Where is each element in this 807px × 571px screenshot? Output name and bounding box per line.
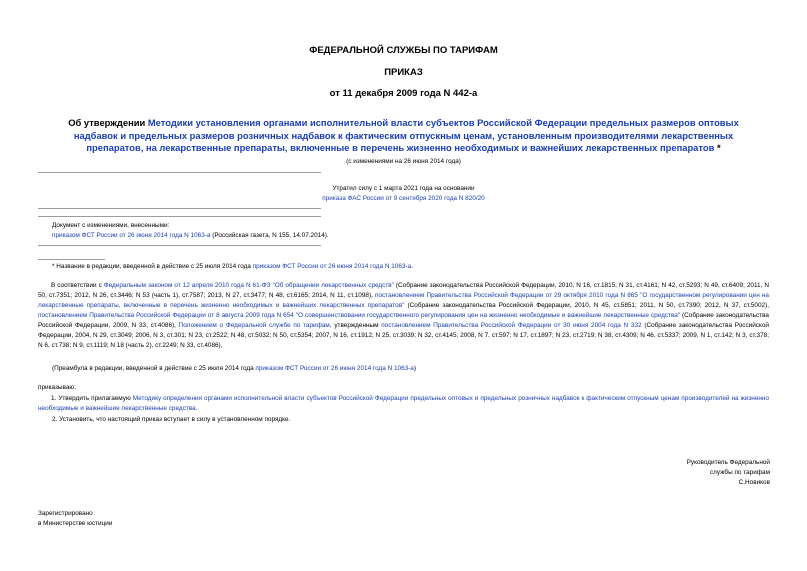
separator [38, 216, 321, 217]
title-link[interactable]: Методики установления органами исполнительной власти субъектов Российской Федерации предельных размеров оптовых надбавок и предельных размеров розничных надбавок к фактическим отпускным ценам, установленным производителями лекарственных препаратов, на лекарственные препараты, включенные в перечень жизненно необходимых и важнейших лекарственных препаратов [73, 117, 739, 153]
preamble-text-3: (Собрание законодательства Российской Федерации, 2010, N 45, ст.5851; 2011, N 50, ст.7390; 2012, N 37, ст.5002), [404, 302, 769, 309]
preamble-note-link[interactable]: приказом ФСТ России от 26 июня 2014 года N 1063-а [255, 365, 414, 372]
methodology-link[interactable]: Методику определения органами исполнительной власти субъектов Российской Федерации предельных оптовых и предельных розничных надбавок к фактическим отпускным ценам производителей на жизненно необходимые и важнейшие лекарственные средства [38, 395, 769, 412]
preamble-text-5: , утвержденным [329, 322, 382, 329]
registration-line-1: Зарегистрировано [38, 510, 93, 517]
expiry-link-line [0, 195, 807, 204]
doc-date: от 11 декабря 2009 года N 442-а [329, 88, 478, 99]
title-suffix: * [714, 142, 721, 153]
resolution-865-link[interactable]: постановлением Правительства Российской Федерации от 29 октября 2010 года N 865 "О государственном регулировании цен на лекарственные препараты, включенные в перечень жизненно необходимых и важнейших лекарственных препаратов" [38, 292, 769, 309]
changes-intro: Документ с изменениями, внесенными: [52, 222, 170, 229]
changes-line [52, 232, 792, 241]
fst-regulation-link[interactable]: Положением о Федеральной службе по тарифам [178, 322, 330, 329]
order-verb: приказываю: [38, 384, 76, 391]
order-item-2: 2. Установить, что настоящий приказ вступает в силу в установленном порядке. [52, 416, 291, 423]
footnote-end: . [411, 263, 413, 270]
resolution-654-link[interactable]: постановлением Правительства Российской Федерации от 8 августа 2009 года N 654 "О совершенствовании государственного регулирования цен на жизненно необходимые и важнейшие лекарственные средства" [38, 312, 681, 319]
revision-note: (с изменениями на 26 июня 2014 года) [346, 158, 461, 165]
signature-name: С.Новиков [738, 479, 770, 486]
separator [38, 208, 321, 209]
signature-line-2: службы по тарифам [709, 469, 770, 476]
order-item-1-prefix: 1. Утвердить прилагаемую [51, 395, 133, 402]
preamble-text-4: (Собрание законодательства Российской Федерации, 2009, N 33, ст.4086), [38, 312, 769, 329]
preamble-note-text: (Преамбула в редакции, введенной в действие с 25 июля 2014 года [52, 365, 256, 372]
footnote [52, 263, 792, 272]
preamble-note [52, 365, 792, 374]
changes-link[interactable]: приказом ФСТ России от 26 июня 2014 года N 1063-а [52, 232, 211, 239]
resolution-332-link[interactable]: постановлением Правительства Российской Федерации от 30 июня 2004 года N 332 [381, 322, 642, 329]
order-item-1-end: . [195, 405, 198, 412]
preamble-text-6: (Собрание законодательства Российской Федерации, 2004, N 29, ст.3049; 2006, N 3, ст.301; N 23, ст.2522; N 48, ст.5032; N 50, ст.5354; 2007, N 16, ст.1912; N 25, ст.3039; N 32, ст.4145; 2008, N 7, ст.597; N 17, ст.1897; N 23, ст.2719; N 38, ст.4309; N 46, ст.5337; 2009, N 1, ст.142; N 3, ст.378; N 6, ст.738; N 9, ст.1119; N 18 (часть 2), ст.2249; N 33, ст.4086), [38, 322, 769, 349]
order-item-1 [38, 394, 769, 414]
title-prefix: Об утверждении [68, 117, 148, 128]
preamble-text-2: (Собрание законодательства Российской Федерации, 2010, N 16, ст.1815; N 31, ст.4161; N 42, ст.5293; N 49, ст.6409; 2011, N 50, ст.7351; 2012, N 26, ст.3446; N 53 (часть 1), ст.7587; 2013, N 27, ст.3477; N 48, ст.6165; 2014, N 11, ст.1098), [38, 282, 769, 299]
expiry-link[interactable]: приказа ФАС России от 9 сентября 2020 года N 820/20 [322, 195, 485, 202]
expiry-notice: Утратил силу с 1 марта 2021 года на основании [332, 185, 475, 192]
doc-type: ПРИКАЗ [384, 67, 423, 78]
doc-title [46, 117, 761, 155]
signature-line-1: Руководитель Федеральной [686, 459, 770, 466]
federal-law-link[interactable]: Федеральным законом от 12 апреля 2010 года N 61-ФЗ "Об обращении лекарственных средств" [103, 282, 394, 289]
preamble-note-end: ) [413, 365, 417, 372]
preamble [38, 281, 769, 351]
agency-name: ФЕДЕРАЛЬНОЙ СЛУЖБЫ ПО ТАРИФАМ [309, 45, 498, 56]
separator [38, 245, 321, 246]
preamble-text-1: В соответствии с [51, 282, 104, 289]
changes-tail: (Российская газета, N 155, 14.07.2014). [210, 232, 329, 239]
separator [38, 172, 321, 173]
footnote-text: * Название в редакции, введенной в действие с 25 июля 2014 года [52, 263, 253, 270]
footnote-link[interactable]: приказом ФСТ России от 26 июня 2014 года N 1063-а [252, 263, 412, 270]
footnote-separator [38, 259, 105, 260]
registration-line-2: в Министерстве юстиции [38, 520, 113, 527]
